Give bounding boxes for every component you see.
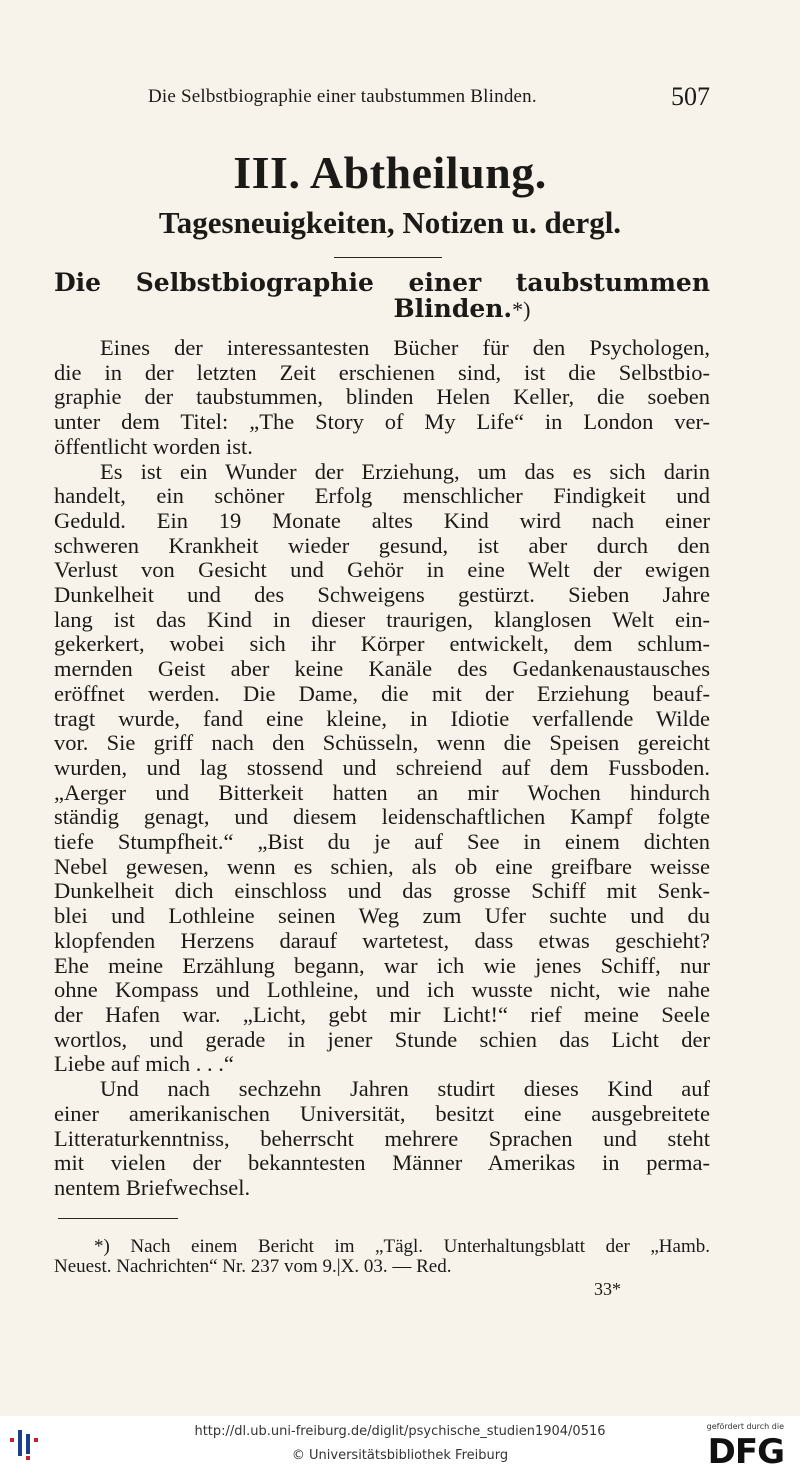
paragraph-2-line: tiefe Stumpfheit.“ „Bist du je auf See in einem dichten [54, 829, 710, 855]
running-head [148, 84, 714, 114]
footnote-divider [58, 1218, 178, 1219]
section-title: III. Abtheilung. [233, 147, 547, 198]
footnote-line: Neuest. Nachrichten“ Nr. 237 vom 9.|X. 03. — Red. [54, 1256, 452, 1277]
paragraph-2-line: Es ist ein Wunder der Erziehung, um das es sich darin [100, 458, 710, 484]
dfg-logo-text: DFG [707, 1432, 784, 1472]
paragraph-2-line: eröffnet werden. Die Dame, die mit der Erziehung beauf- [54, 680, 710, 706]
paragraph-2-line: tragt wurde, fand eine kleine, in Idiotie verfallende Wilde [54, 705, 710, 731]
article-title-line-2-text: Blinden. [393, 294, 513, 323]
paragraph-3-line: nentem Briefwechsel. [54, 1174, 251, 1200]
paragraph-2-line: vor. Sie griff nach den Schüsseln, wenn die Speisen gereicht [54, 730, 710, 756]
paragraph-2-line: wortlos, und gerade in jener Stunde schien das Licht der [54, 1026, 710, 1052]
paragraph-2-line: schweren Krankheit wieder gesund, ist aber durch den [54, 532, 710, 558]
paragraph-3-line: Litteraturkenntniss, beherrscht mehrere Sprachen und steht [54, 1125, 710, 1151]
footer-bar [0, 1416, 800, 1472]
paragraph-1-line: öffentlicht worden ist. [54, 433, 253, 459]
paragraph-2-line: Dunkelheit und des Schweigens gestürzt. Sieben Jahre [54, 582, 710, 608]
paragraph-2-line: wurden, und lag stossend und schreiend auf dem Fussboden. [54, 754, 710, 780]
paragraph-3-line: mit vielen der bekanntesten Männer Amerikas in perma- [54, 1150, 710, 1176]
paragraph-2-line: Nebel gewesen, wenn es schien, als ob eine greifbare weisse [54, 853, 710, 879]
footer-url[interactable]: http://dl.ub.uni-freiburg.de/diglit/psychische_studien1904/0516 [194, 1424, 606, 1439]
paragraph-1-line: die in der letzten Zeit erschienen sind, ist die Selbstbio- [54, 359, 710, 385]
paragraph-2-line: „Aerger und Bitterkeit hatten an mir Wochen hindurch [54, 779, 710, 805]
paragraph-2-line: Geduld. Ein 19 Monate altes Kind wird nach einer [54, 507, 710, 533]
paragraph-1-line: graphie der taubstummen, blinden Helen Keller, die soeben [54, 384, 710, 410]
footnote-marker: *) [512, 297, 531, 322]
article-body [54, 336, 710, 1201]
footnote-line: *) Nach einem Bericht im „Tägl. Unterhaltungsblatt der „Hamb. [94, 1236, 710, 1257]
paragraph-2-line: handelt, ein schöner Erfolg menschlicher Findigkeit und [54, 483, 710, 509]
paragraph-1-line: unter dem Titel: „The Story of My Life“ in London ver- [54, 409, 710, 435]
paragraph-2-line: Dunkelheit dich einschloss und das grosse Schiff mit Senk- [54, 878, 710, 904]
paragraph-2-line: Ehe meine Erzählung begann, war ich wie jenes Schiff, nur [54, 952, 710, 978]
title-divider [334, 257, 442, 258]
paragraph-2-line: Verlust von Gesicht und Gehör in eine Welt der ewigen [54, 557, 710, 583]
paragraph-2-line: blei und Lothleine seinen Weg zum Ufer suchte und du [54, 903, 710, 929]
article-title [54, 270, 710, 323]
section-subtitle: Tagesneuigkeiten, Notizen u. dergl. [158, 205, 622, 240]
footnote [54, 1237, 710, 1277]
signature-mark: 33* [594, 1279, 621, 1299]
paragraph-2-line: mernden Geist aber keine Kanäle des Gedankenaustausches [54, 656, 710, 682]
dfg-caption: gefördert durch die [706, 1422, 784, 1431]
page-number: 507 [671, 82, 710, 111]
paragraph-2-line: ständig genagt, und diesem leidenschaftlichen Kampf folgte [54, 804, 710, 830]
paragraph-2-line: gekerkert, wobei sich ihr Körper entwickelt, dem schlum- [54, 631, 710, 657]
paragraph-2-line: Liebe auf mich . . .“ [54, 1051, 234, 1077]
paragraph-2-line: der Hafen war. „Licht, gebt mir Licht!“ rief meine Seele [54, 1001, 710, 1027]
article-title-line-2 [54, 296, 710, 323]
running-title: Die Selbstbiographie einer taubstummen Blinden. [148, 86, 537, 107]
paragraph-3-line: einer amerikanischen Universität, besitzt eine ausgebreitete [54, 1100, 710, 1126]
paragraph-2-line: ohne Kompass und Lothleine, und ich wusste nicht, wie nahe [54, 977, 710, 1003]
paragraph-2-line: lang ist das Kind in dieser traurigen, klanglosen Welt ein- [54, 606, 710, 632]
article-title-line-1: Die Selbstbiographie einer taubstummen [54, 268, 710, 297]
dfg-logo [706, 1420, 792, 1472]
paragraph-2-line: klopfenden Herzens darauf wartetest, dass etwas geschieht? [54, 927, 710, 953]
paragraph-3-line: Und nach sechzehn Jahren studirt dieses Kind auf [100, 1076, 710, 1102]
footer-copyright: © Universitätsbibliothek Freiburg [291, 1448, 509, 1463]
paragraph-1-line: Eines der interessantesten Bücher für den Psychologen, [100, 335, 710, 360]
